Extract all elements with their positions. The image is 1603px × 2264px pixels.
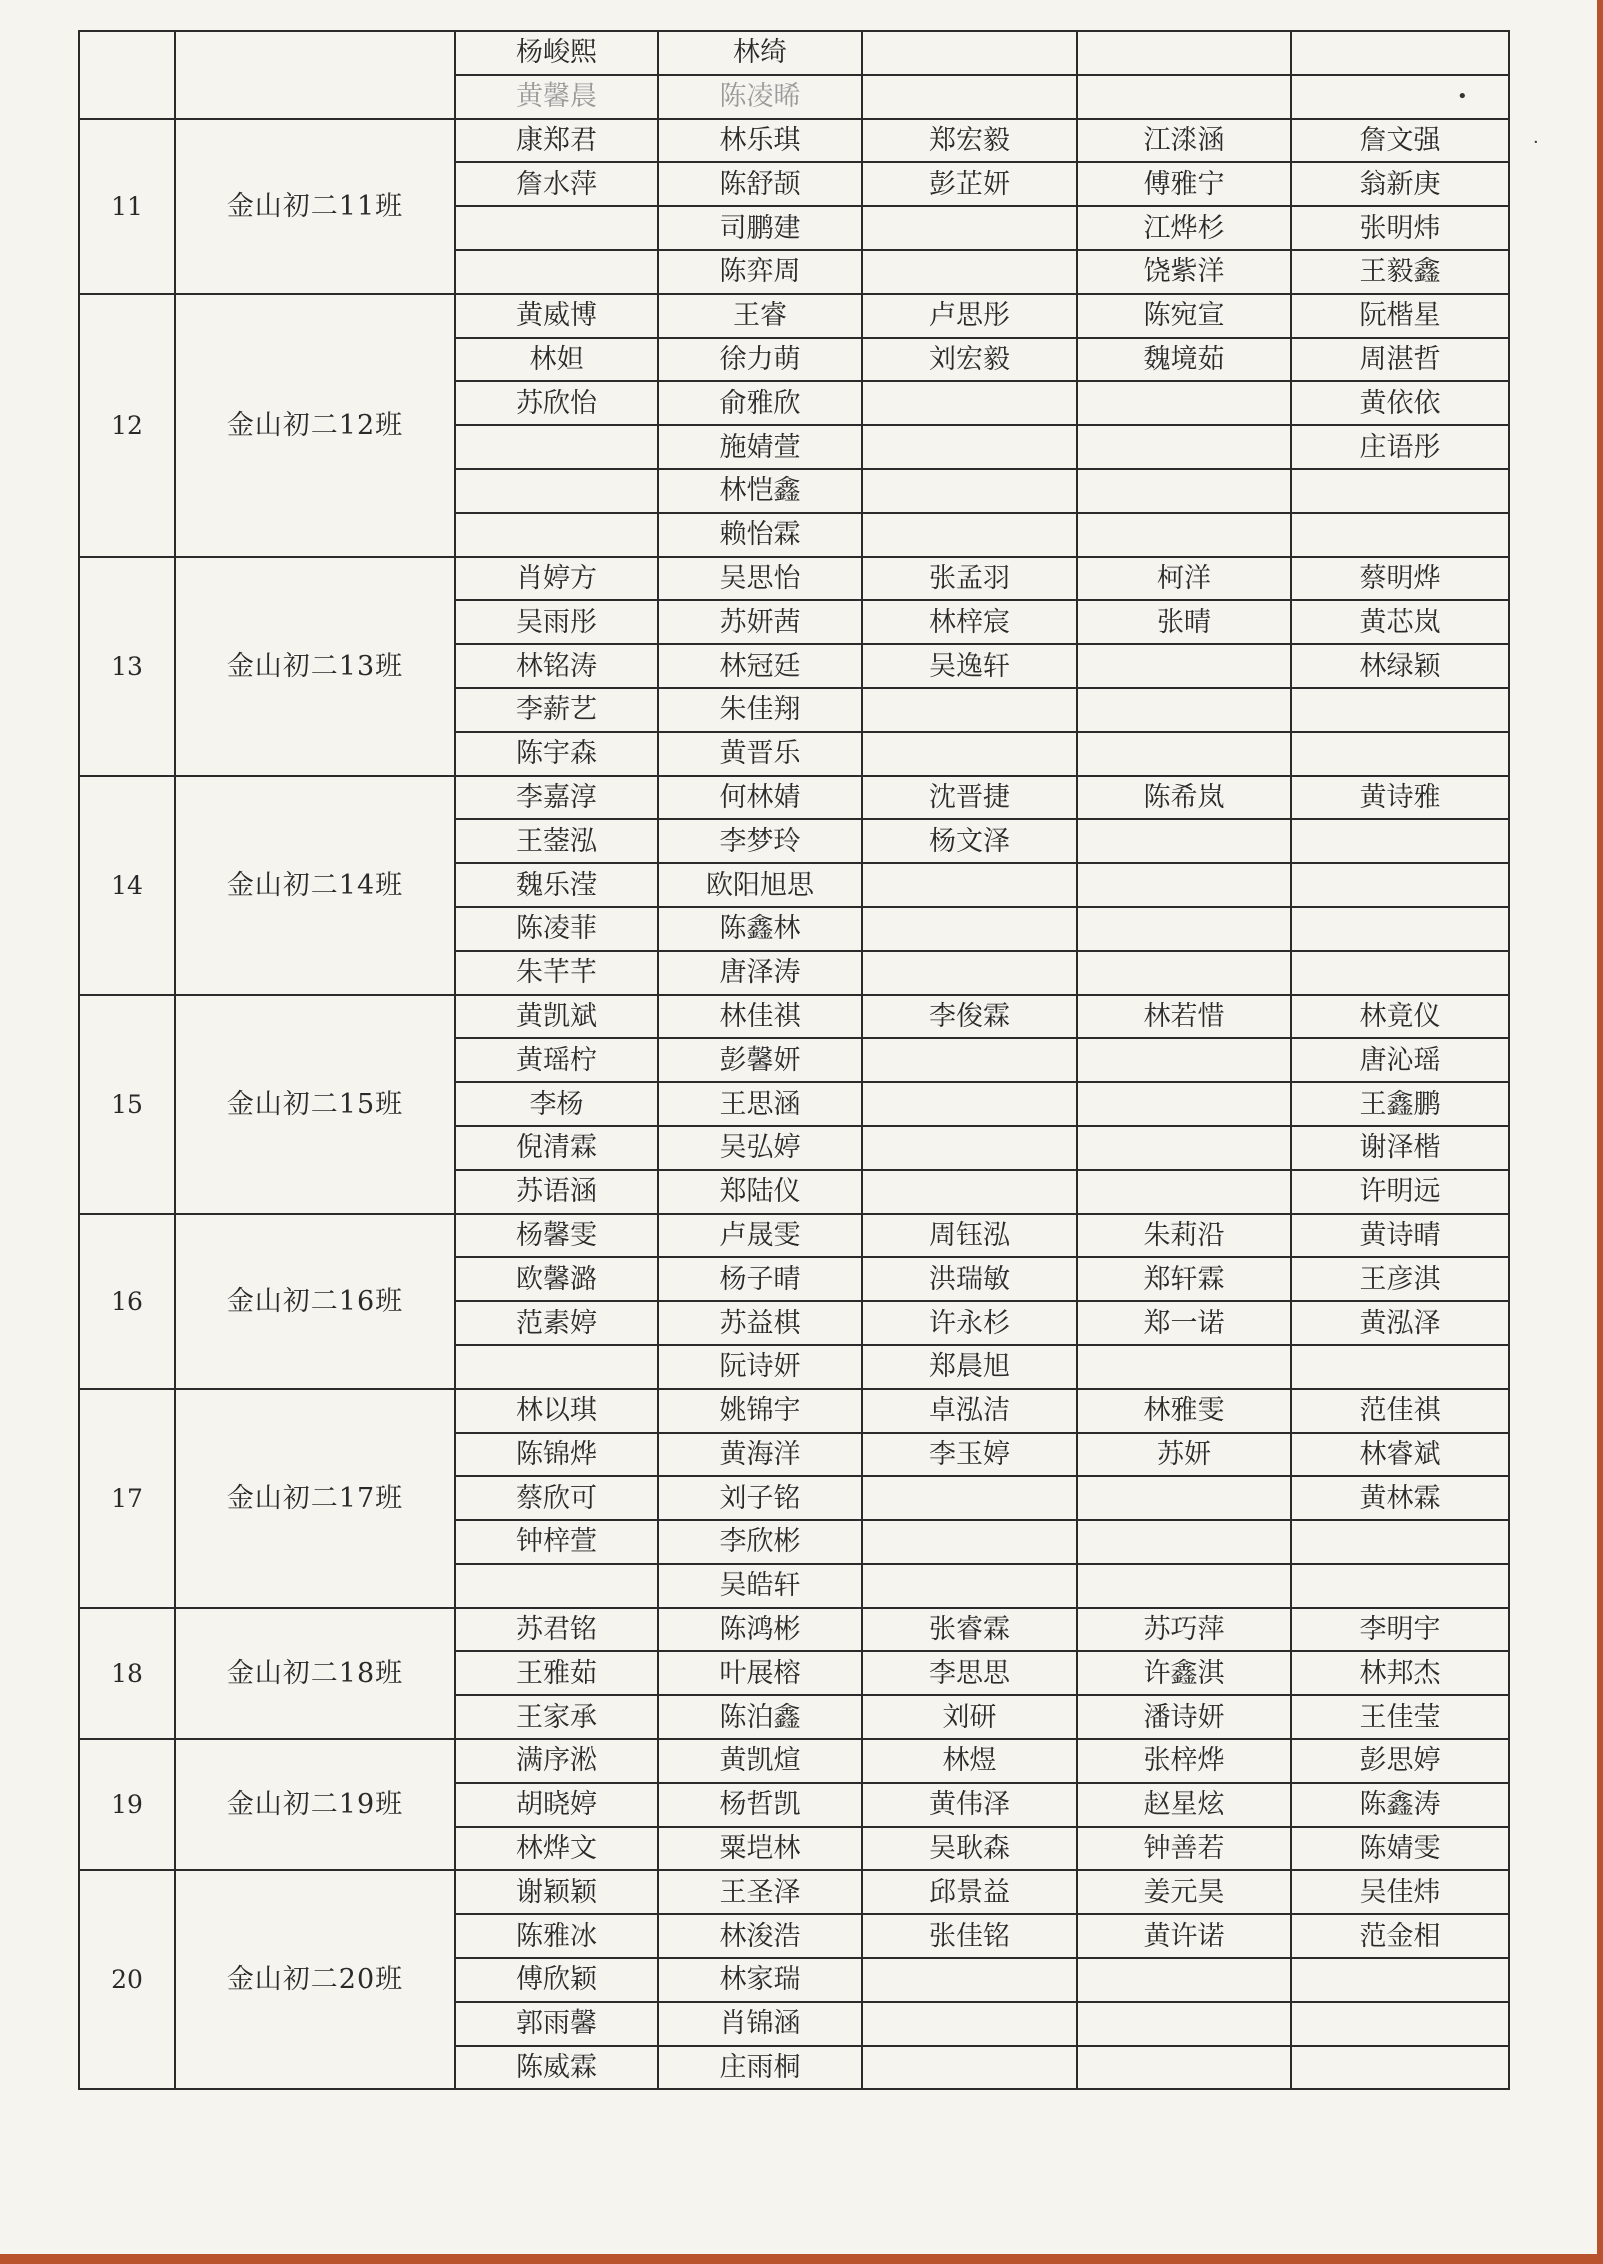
student-name-cell: 林乐琪 <box>658 119 862 163</box>
table-row <box>79 1870 1509 1914</box>
student-name-cell: 翁新庚 <box>1291 162 1509 206</box>
student-name-cell <box>862 250 1077 294</box>
student-name-cell: 李杨 <box>455 1082 658 1126</box>
student-name-cell: 饶紫洋 <box>1077 250 1291 294</box>
student-name-cell: 王雅茹 <box>455 1651 658 1695</box>
student-name-cell: 傅欣颖 <box>455 1958 658 2002</box>
student-name-cell: 杨峻熙 <box>455 31 658 75</box>
student-name-cell <box>1291 732 1509 776</box>
student-name-cell: 李薪艺 <box>455 688 658 732</box>
class-number-cell: 14 <box>79 776 175 995</box>
class-name-cell <box>175 31 455 119</box>
student-name-cell: 林雅雯 <box>1077 1389 1291 1433</box>
student-name-cell: 范金相 <box>1291 1914 1509 1958</box>
student-name-cell: 吴逸轩 <box>862 644 1077 688</box>
student-name-cell: 王思涵 <box>658 1082 862 1126</box>
student-name-cell: 黄伟泽 <box>862 1783 1077 1827</box>
student-name-cell: 林若惜 <box>1077 995 1291 1039</box>
student-name-cell: 李思思 <box>862 1651 1077 1695</box>
class-name-cell: 金山初二15班 <box>175 995 455 1214</box>
student-name-cell <box>862 425 1077 469</box>
student-name-cell: 施婧萱 <box>658 425 862 469</box>
student-name-cell: 王圣泽 <box>658 1870 862 1914</box>
student-name-cell: 洪瑞敏 <box>862 1257 1077 1301</box>
student-name-cell: 黄泓泽 <box>1291 1301 1509 1345</box>
student-name-cell: 王佳莹 <box>1291 1695 1509 1739</box>
student-name-cell: 卢思彤 <box>862 294 1077 338</box>
student-name-cell: 满序淞 <box>455 1739 658 1783</box>
student-name-cell <box>1291 688 1509 732</box>
student-name-cell: 黄芯岚 <box>1291 600 1509 644</box>
student-name-cell: 彭馨妍 <box>658 1038 862 1082</box>
student-name-cell: 卢晟雯 <box>658 1214 862 1258</box>
student-name-cell: 吴皓轩 <box>658 1564 862 1608</box>
student-name-cell: 林家瑞 <box>658 1958 862 2002</box>
student-name-cell: 徐力萌 <box>658 338 862 382</box>
student-name-cell: 黄瑶柠 <box>455 1038 658 1082</box>
student-name-cell <box>1077 1082 1291 1126</box>
class-number-cell: 15 <box>79 995 175 1214</box>
student-name-cell <box>862 1564 1077 1608</box>
student-name-cell: 李明宇 <box>1291 1608 1509 1652</box>
class-number-cell: 18 <box>79 1608 175 1739</box>
student-name-cell <box>1291 513 1509 557</box>
student-name-cell: 谢泽楷 <box>1291 1126 1509 1170</box>
student-name-cell <box>1077 644 1291 688</box>
student-name-cell <box>862 1082 1077 1126</box>
student-name-cell <box>1077 75 1291 119</box>
page-bottom-stain <box>0 2254 1603 2264</box>
student-name-cell: 林烨文 <box>455 1827 658 1871</box>
class-number-cell: 12 <box>79 294 175 557</box>
student-name-cell: 郑一诺 <box>1077 1301 1291 1345</box>
student-name-cell: 刘研 <box>862 1695 1077 1739</box>
student-name-cell <box>1077 732 1291 776</box>
student-name-cell: 欧阳旭思 <box>658 863 862 907</box>
student-name-cell: 许鑫淇 <box>1077 1651 1291 1695</box>
student-name-cell: 陈鸿彬 <box>658 1608 862 1652</box>
student-name-cell: 杨哲凯 <box>658 1783 862 1827</box>
class-name-cell: 金山初二18班 <box>175 1608 455 1739</box>
student-name-cell: 陈威霖 <box>455 2046 658 2090</box>
student-name-cell: 俞雅欣 <box>658 381 862 425</box>
student-name-cell <box>1077 425 1291 469</box>
student-name-cell: 潘诗妍 <box>1077 1695 1291 1739</box>
student-name-cell: 朱佳翔 <box>658 688 862 732</box>
student-name-cell: 陈舒颉 <box>658 162 862 206</box>
student-name-cell: 唐泽涛 <box>658 951 862 995</box>
student-name-cell <box>1077 951 1291 995</box>
student-name-cell <box>1077 1958 1291 2002</box>
student-name-cell <box>862 469 1077 513</box>
student-name-cell: 朱莉沿 <box>1077 1214 1291 1258</box>
student-name-cell: 彭思婷 <box>1291 1739 1509 1783</box>
student-name-cell <box>1291 2002 1509 2046</box>
student-name-cell: 张孟羽 <box>862 557 1077 601</box>
student-name-cell: 苏语涵 <box>455 1170 658 1214</box>
student-name-cell: 张明炜 <box>1291 206 1509 250</box>
student-name-cell: 苏欣怡 <box>455 381 658 425</box>
student-name-cell: 李俊霖 <box>862 995 1077 1039</box>
student-name-cell: 黄林霖 <box>1291 1476 1509 1520</box>
student-name-cell: 林铭涛 <box>455 644 658 688</box>
student-name-cell: 王蓥泓 <box>455 819 658 863</box>
student-name-cell <box>1077 1345 1291 1389</box>
student-name-cell <box>1077 1170 1291 1214</box>
student-name-cell: 黄诗晴 <box>1291 1214 1509 1258</box>
student-name-cell: 郭雨馨 <box>455 2002 658 2046</box>
student-name-cell <box>455 1345 658 1389</box>
student-name-cell: 范素婷 <box>455 1301 658 1345</box>
ink-mark: · <box>1533 132 1539 153</box>
student-name-cell: 陈鑫林 <box>658 907 862 951</box>
student-name-cell <box>1077 863 1291 907</box>
student-name-cell: 王彦淇 <box>1291 1257 1509 1301</box>
student-name-cell: 黄威博 <box>455 294 658 338</box>
student-name-cell <box>862 1958 1077 2002</box>
student-name-cell: 庄雨桐 <box>658 2046 862 2090</box>
student-name-cell <box>455 250 658 294</box>
student-name-cell: 何林婧 <box>658 776 862 820</box>
student-name-cell: 陈锦烨 <box>455 1433 658 1477</box>
student-name-cell: 魏境茹 <box>1077 338 1291 382</box>
student-name-cell <box>455 425 658 469</box>
student-name-cell <box>862 513 1077 557</box>
student-name-cell: 黄馨晨 <box>455 75 658 119</box>
student-name-cell <box>862 2046 1077 2090</box>
table-row <box>79 776 1509 820</box>
table-row <box>79 995 1509 1039</box>
student-name-cell: 陈希岚 <box>1077 776 1291 820</box>
student-name-cell: 苏妍茜 <box>658 600 862 644</box>
student-name-cell: 林煜 <box>862 1739 1077 1783</box>
student-name-cell <box>862 1476 1077 1520</box>
student-name-cell <box>1291 1564 1509 1608</box>
table-row <box>79 1389 1509 1433</box>
student-name-cell <box>1077 31 1291 75</box>
student-name-cell: 周钰泓 <box>862 1214 1077 1258</box>
student-name-cell <box>1077 2002 1291 2046</box>
student-name-cell: 黄凯煊 <box>658 1739 862 1783</box>
student-name-cell: 林妲 <box>455 338 658 382</box>
student-name-cell <box>862 381 1077 425</box>
student-name-cell <box>862 688 1077 732</box>
student-name-cell: 王毅鑫 <box>1291 250 1509 294</box>
student-name-cell: 黄海洋 <box>658 1433 862 1477</box>
student-name-cell <box>862 1126 1077 1170</box>
student-name-cell <box>1291 951 1509 995</box>
student-name-cell <box>455 206 658 250</box>
student-name-cell: 欧馨潞 <box>455 1257 658 1301</box>
student-name-cell: 陈弈周 <box>658 250 862 294</box>
student-name-cell <box>862 1038 1077 1082</box>
student-name-cell: 蔡明烨 <box>1291 557 1509 601</box>
student-name-cell: 钟梓萱 <box>455 1520 658 1564</box>
student-name-cell: 苏妍 <box>1077 1433 1291 1477</box>
student-name-cell: 肖锦涵 <box>658 2002 862 2046</box>
student-name-cell: 吴耿森 <box>862 1827 1077 1871</box>
student-name-cell: 陈宇森 <box>455 732 658 776</box>
class-name-cell: 金山初二12班 <box>175 294 455 557</box>
class-name-cell: 金山初二17班 <box>175 1389 455 1608</box>
student-name-cell: 黄晋乐 <box>658 732 862 776</box>
student-name-cell: 彭芷妍 <box>862 162 1077 206</box>
student-name-cell <box>862 907 1077 951</box>
student-name-cell: 胡晓婷 <box>455 1783 658 1827</box>
class-name-cell: 金山初二16班 <box>175 1214 455 1389</box>
student-name-cell <box>862 2002 1077 2046</box>
class-number-cell: 17 <box>79 1389 175 1608</box>
student-name-cell: 林冠廷 <box>658 644 862 688</box>
student-name-cell: 李欣彬 <box>658 1520 862 1564</box>
student-name-cell: 姚锦宇 <box>658 1389 862 1433</box>
student-name-cell: 林绮 <box>658 31 862 75</box>
student-name-cell: 林绿颖 <box>1291 644 1509 688</box>
student-name-cell <box>1291 75 1509 119</box>
student-name-cell: 阮诗妍 <box>658 1345 862 1389</box>
student-name-cell <box>455 469 658 513</box>
student-name-cell: 庄语彤 <box>1291 425 1509 469</box>
student-name-cell <box>1077 2046 1291 2090</box>
student-name-cell: 郑晨旭 <box>862 1345 1077 1389</box>
student-name-cell: 谢颖颖 <box>455 1870 658 1914</box>
student-name-cell <box>1291 1958 1509 2002</box>
student-name-cell: 黄依依 <box>1291 381 1509 425</box>
student-name-cell: 司鹏建 <box>658 206 862 250</box>
student-name-cell: 李嘉淳 <box>455 776 658 820</box>
page-edge-stain <box>1597 0 1603 2264</box>
student-name-cell <box>1077 1476 1291 1520</box>
student-name-cell: 张睿霖 <box>862 1608 1077 1652</box>
student-name-cell: 杨子晴 <box>658 1257 862 1301</box>
student-name-cell: 朱芊芊 <box>455 951 658 995</box>
student-name-cell: 杨馨雯 <box>455 1214 658 1258</box>
student-name-cell: 詹水萍 <box>455 162 658 206</box>
student-name-cell: 卓泓洁 <box>862 1389 1077 1433</box>
class-number-cell: 16 <box>79 1214 175 1389</box>
student-name-cell: 赖怡霖 <box>658 513 862 557</box>
student-name-cell: 李梦玲 <box>658 819 862 863</box>
student-name-cell: 刘宏毅 <box>862 338 1077 382</box>
student-name-cell: 郑陆仪 <box>658 1170 862 1214</box>
student-name-cell: 林竟仪 <box>1291 995 1509 1039</box>
student-name-cell: 林浚浩 <box>658 1914 862 1958</box>
table-row <box>79 1608 1509 1652</box>
student-name-cell: 张佳铭 <box>862 1914 1077 1958</box>
table-row <box>79 119 1509 163</box>
student-name-cell: 黄凯斌 <box>455 995 658 1039</box>
class-number-cell: 19 <box>79 1739 175 1870</box>
student-name-cell: 林梓宸 <box>862 600 1077 644</box>
student-name-cell: 傅雅宁 <box>1077 162 1291 206</box>
student-name-cell: 姜元昊 <box>1077 1870 1291 1914</box>
student-name-cell <box>455 513 658 557</box>
student-name-cell <box>862 863 1077 907</box>
student-name-cell: 范佳祺 <box>1291 1389 1509 1433</box>
student-name-cell: 林佳祺 <box>658 995 862 1039</box>
class-name-cell: 金山初二20班 <box>175 1870 455 2089</box>
student-name-cell: 刘子铭 <box>658 1476 862 1520</box>
student-name-cell <box>1291 31 1509 75</box>
student-name-cell: 詹文强 <box>1291 119 1509 163</box>
student-name-cell: 钟善若 <box>1077 1827 1291 1871</box>
student-name-cell: 许明远 <box>1291 1170 1509 1214</box>
class-number-cell: 20 <box>79 1870 175 2089</box>
student-name-cell: 林睿斌 <box>1291 1433 1509 1477</box>
student-name-cell <box>1077 688 1291 732</box>
student-name-cell <box>862 31 1077 75</box>
student-name-cell: 江渁涵 <box>1077 119 1291 163</box>
student-name-cell: 赵星炫 <box>1077 1783 1291 1827</box>
student-name-cell <box>1291 2046 1509 2090</box>
class-name-cell: 金山初二13班 <box>175 557 455 776</box>
student-name-cell: 柯洋 <box>1077 557 1291 601</box>
student-name-cell <box>1291 469 1509 513</box>
table-row <box>79 31 1509 75</box>
student-name-cell <box>1291 863 1509 907</box>
student-name-cell: 郑轩霖 <box>1077 1257 1291 1301</box>
student-name-cell: 许永杉 <box>862 1301 1077 1345</box>
student-name-cell: 陈雅冰 <box>455 1914 658 1958</box>
student-name-cell: 粟垲林 <box>658 1827 862 1871</box>
student-name-cell: 吴弘婷 <box>658 1126 862 1170</box>
student-name-cell: 阮楷星 <box>1291 294 1509 338</box>
class-number-cell: 11 <box>79 119 175 294</box>
student-name-cell: 陈泊鑫 <box>658 1695 862 1739</box>
student-name-cell <box>1077 1520 1291 1564</box>
student-name-cell <box>1077 381 1291 425</box>
student-name-cell: 黄许诺 <box>1077 1914 1291 1958</box>
student-name-cell <box>862 1520 1077 1564</box>
student-name-cell: 林以琪 <box>455 1389 658 1433</box>
student-name-cell: 杨文泽 <box>862 819 1077 863</box>
student-name-cell <box>862 732 1077 776</box>
student-name-cell <box>1291 907 1509 951</box>
student-name-cell: 黄诗雅 <box>1291 776 1509 820</box>
table-row <box>79 294 1509 338</box>
student-name-cell: 苏巧萍 <box>1077 1608 1291 1652</box>
student-name-cell <box>862 75 1077 119</box>
student-name-cell: 江烨杉 <box>1077 206 1291 250</box>
student-name-cell <box>862 951 1077 995</box>
table-row <box>79 1739 1509 1783</box>
class-roster-table <box>78 30 1510 2090</box>
student-name-cell: 倪清霖 <box>455 1126 658 1170</box>
class-name-cell: 金山初二19班 <box>175 1739 455 1870</box>
roster-body <box>79 31 1509 2089</box>
student-name-cell: 叶展榕 <box>658 1651 862 1695</box>
student-name-cell: 邱景益 <box>862 1870 1077 1914</box>
student-name-cell <box>1077 819 1291 863</box>
student-name-cell: 蔡欣可 <box>455 1476 658 1520</box>
student-name-cell <box>1077 1126 1291 1170</box>
student-name-cell: 陈鑫涛 <box>1291 1783 1509 1827</box>
class-name-cell: 金山初二11班 <box>175 119 455 294</box>
student-name-cell: 苏君铭 <box>455 1608 658 1652</box>
student-name-cell: 吴思怡 <box>658 557 862 601</box>
student-name-cell: 魏乐滢 <box>455 863 658 907</box>
student-name-cell: 林邦杰 <box>1291 1651 1509 1695</box>
table-row <box>79 1214 1509 1258</box>
student-name-cell <box>1077 1038 1291 1082</box>
student-name-cell: 王家承 <box>455 1695 658 1739</box>
student-name-cell <box>1077 469 1291 513</box>
student-name-cell <box>1077 513 1291 557</box>
student-name-cell <box>1291 1345 1509 1389</box>
student-name-cell: 肖婷方 <box>455 557 658 601</box>
student-name-cell <box>862 1170 1077 1214</box>
student-name-cell: 李玉婷 <box>862 1433 1077 1477</box>
student-name-cell <box>1077 907 1291 951</box>
student-name-cell: 张晴 <box>1077 600 1291 644</box>
student-name-cell: 张梓烨 <box>1077 1739 1291 1783</box>
student-name-cell: 陈婧雯 <box>1291 1827 1509 1871</box>
class-number-cell <box>79 31 175 119</box>
student-name-cell <box>862 206 1077 250</box>
student-name-cell <box>455 1564 658 1608</box>
student-name-cell: 陈宛宣 <box>1077 294 1291 338</box>
student-name-cell: 陈凌菲 <box>455 907 658 951</box>
class-name-cell: 金山初二14班 <box>175 776 455 995</box>
student-name-cell: 王鑫鹏 <box>1291 1082 1509 1126</box>
student-name-cell: 沈晋捷 <box>862 776 1077 820</box>
student-name-cell <box>1077 1564 1291 1608</box>
student-name-cell: 林恺鑫 <box>658 469 862 513</box>
class-number-cell: 13 <box>79 557 175 776</box>
student-name-cell <box>1291 1520 1509 1564</box>
student-name-cell: 吴雨彤 <box>455 600 658 644</box>
student-name-cell: 康郑君 <box>455 119 658 163</box>
student-name-cell <box>1291 819 1509 863</box>
student-name-cell: 苏益棋 <box>658 1301 862 1345</box>
student-name-cell: 周湛哲 <box>1291 338 1509 382</box>
student-name-cell: 唐沁瑶 <box>1291 1038 1509 1082</box>
student-name-cell: 吴佳炜 <box>1291 1870 1509 1914</box>
table-row <box>79 557 1509 601</box>
student-name-cell: 陈凌晞 <box>658 75 862 119</box>
student-name-cell: 王睿 <box>658 294 862 338</box>
ink-dot: • <box>1457 86 1468 107</box>
student-name-cell: 郑宏毅 <box>862 119 1077 163</box>
